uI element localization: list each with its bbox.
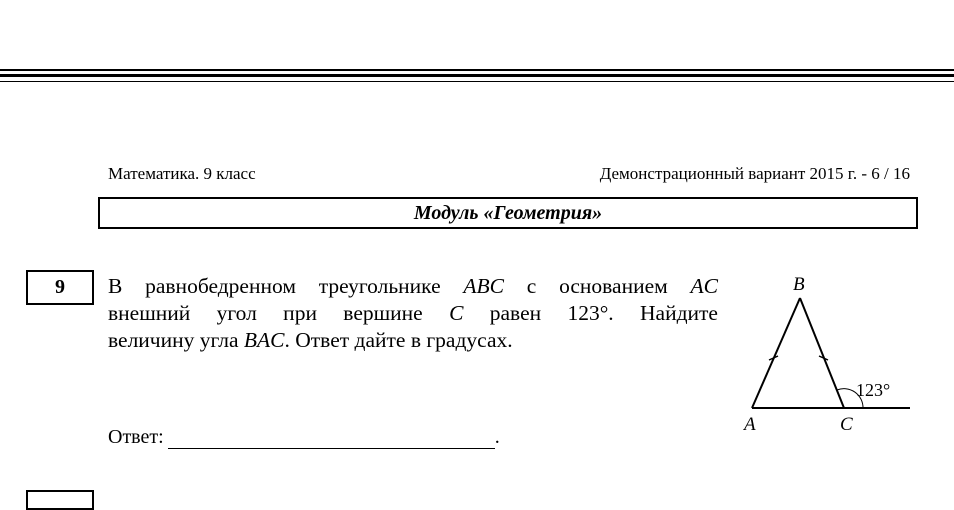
angle-name: BAC bbox=[243, 328, 285, 352]
question-number: 9 bbox=[26, 270, 94, 305]
header-rule-middle bbox=[0, 74, 954, 77]
answer-label: Ответ: bbox=[108, 426, 164, 448]
header-rule-top bbox=[0, 69, 954, 71]
question-text bbox=[108, 273, 718, 354]
answer-blank[interactable] bbox=[168, 426, 495, 449]
header-subject: Математика. 9 класс bbox=[108, 164, 256, 183]
next-question-box bbox=[26, 490, 94, 510]
question-line-3 bbox=[108, 327, 718, 354]
module-banner bbox=[98, 197, 918, 229]
module-title: Модуль «Геометрия» bbox=[413, 201, 603, 224]
exterior-angle-label: 123° bbox=[856, 380, 891, 400]
question-text-part: величину угла bbox=[108, 328, 244, 352]
vertex-b-label: B bbox=[793, 274, 805, 295]
triangle-figure bbox=[730, 262, 920, 442]
vertex-a-label: A bbox=[744, 414, 756, 435]
question-text-part: с основанием bbox=[504, 274, 691, 298]
answer-end: . bbox=[494, 426, 500, 448]
vertex-name: C bbox=[449, 301, 464, 325]
header-rule-bottom bbox=[0, 81, 954, 82]
question-line-1 bbox=[108, 273, 718, 300]
question-text-part: В равнобедренном треугольнике bbox=[108, 274, 464, 298]
question-line-2 bbox=[108, 300, 718, 327]
question-text-part: равен 123°. Найдите bbox=[463, 301, 718, 325]
side-bc bbox=[800, 298, 844, 408]
side-ab bbox=[752, 298, 800, 408]
question-text-part: внешний угол при вершине bbox=[108, 301, 450, 325]
base-name: AC bbox=[690, 274, 719, 298]
answer-row bbox=[108, 426, 500, 449]
vertex-c-label: C bbox=[840, 414, 853, 435]
triangle-name: ABC bbox=[463, 274, 504, 298]
question-text-part: . Ответ дайте в градусах. bbox=[284, 328, 513, 352]
header-variant: Демонстрационный вариант 2015 г. - 6 / 16 bbox=[599, 164, 910, 183]
